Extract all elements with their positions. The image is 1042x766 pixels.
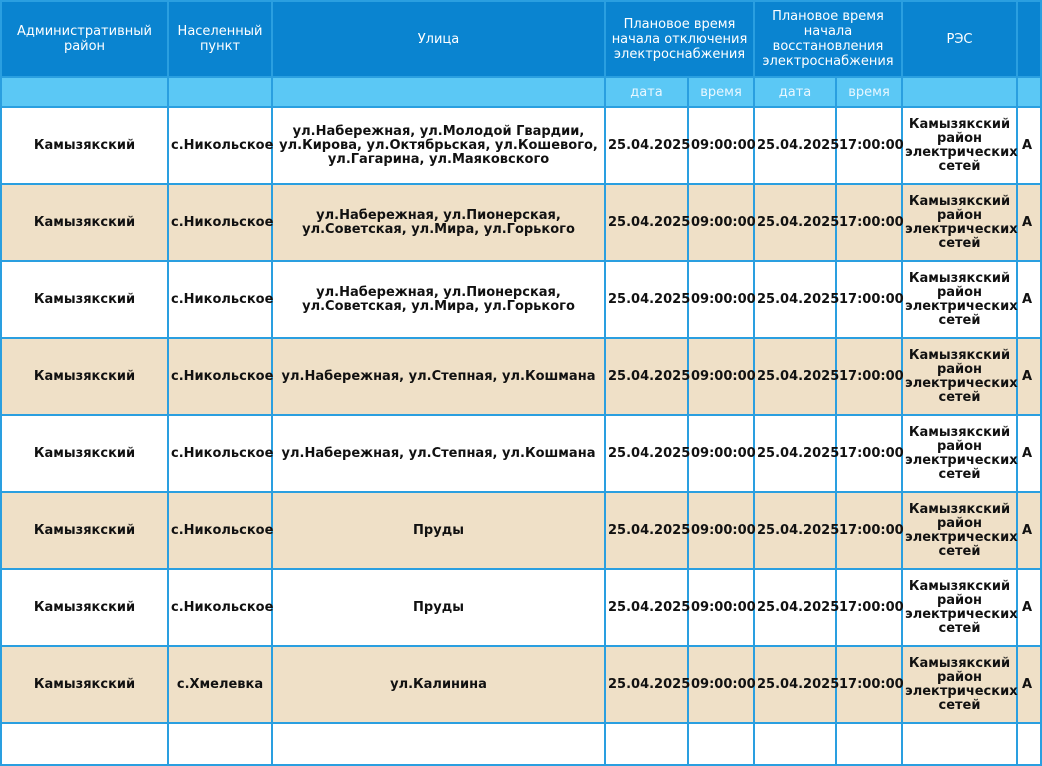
cell-res: Камызякский район электрических сетей	[902, 569, 1017, 646]
cell-off-time: 09:00:00	[688, 338, 754, 415]
sub-header-empty	[272, 77, 605, 107]
cell-street: ул.Набережная, ул.Молодой Гвардии, ул.Кирова, ул.Октябрьская, ул.Кошевого, ул.Гагарина, ул.Маяковского	[272, 107, 605, 184]
header-res: РЭС	[902, 1, 1017, 77]
cell-res: Камызякский район электрических сетей	[902, 492, 1017, 569]
table-row	[1, 646, 1041, 723]
cell-extra: А	[1017, 107, 1041, 184]
cell-empty	[272, 723, 605, 765]
cell-restore-date: 25.04.2025	[754, 646, 836, 723]
cell-off-date: 25.04.2025	[605, 492, 688, 569]
cell-res: Камызякский район электрических сетей	[902, 261, 1017, 338]
cell-restore-time: 17:00:00	[836, 646, 902, 723]
cell-district: Камызякский	[1, 107, 168, 184]
table-row	[1, 723, 1041, 765]
table-body	[1, 107, 1041, 765]
cell-off-date: 25.04.2025	[605, 184, 688, 261]
cell-off-time: 09:00:00	[688, 261, 754, 338]
cell-settlement: с.Никольское	[168, 492, 272, 569]
sub-header-empty	[168, 77, 272, 107]
cell-empty	[902, 723, 1017, 765]
cell-restore-date: 25.04.2025	[754, 415, 836, 492]
cell-off-time: 09:00:00	[688, 646, 754, 723]
cell-restore-date: 25.04.2025	[754, 492, 836, 569]
cell-off-time: 09:00:00	[688, 415, 754, 492]
cell-off-date: 25.04.2025	[605, 646, 688, 723]
cell-off-time: 09:00:00	[688, 569, 754, 646]
table-row	[1, 415, 1041, 492]
table-row	[1, 569, 1041, 646]
cell-off-date: 25.04.2025	[605, 261, 688, 338]
cell-extra: А	[1017, 415, 1041, 492]
cell-restore-time: 17:00:00	[836, 569, 902, 646]
cell-empty	[168, 723, 272, 765]
cell-district: Камызякский	[1, 646, 168, 723]
cell-street: ул.Набережная, ул.Пионерская, ул.Советская, ул.Мира, ул.Горького	[272, 261, 605, 338]
header-restore-time: Плановое время начала восстановления электроснабжения	[754, 1, 902, 77]
cell-restore-time: 17:00:00	[836, 492, 902, 569]
cell-district: Камызякский	[1, 261, 168, 338]
cell-extra: А	[1017, 569, 1041, 646]
cell-restore-date: 25.04.2025	[754, 261, 836, 338]
header-street: Улица	[272, 1, 605, 77]
cell-district: Камызякский	[1, 338, 168, 415]
cell-district: Камызякский	[1, 415, 168, 492]
cell-street: ул.Набережная, ул.Степная, ул.Кошмана	[272, 338, 605, 415]
sub-header-row	[1, 77, 1041, 107]
cell-empty	[605, 723, 688, 765]
sub-header-empty	[902, 77, 1017, 107]
cell-street: ул.Калинина	[272, 646, 605, 723]
cell-district: Камызякский	[1, 492, 168, 569]
cell-empty	[754, 723, 836, 765]
cell-settlement: с.Никольское	[168, 569, 272, 646]
cell-restore-time: 17:00:00	[836, 261, 902, 338]
sub-header-empty	[1017, 77, 1041, 107]
cell-restore-date: 25.04.2025	[754, 184, 836, 261]
cell-off-time: 09:00:00	[688, 107, 754, 184]
cell-off-date: 25.04.2025	[605, 107, 688, 184]
cell-restore-time: 17:00:00	[836, 415, 902, 492]
cell-extra: А	[1017, 184, 1041, 261]
cell-street: Пруды	[272, 492, 605, 569]
cell-settlement: с.Никольское	[168, 338, 272, 415]
cell-res: Камызякский район электрических сетей	[902, 338, 1017, 415]
header-off-time: Плановое время начала отключения электроснабжения	[605, 1, 754, 77]
cell-extra: А	[1017, 338, 1041, 415]
cell-extra: А	[1017, 261, 1041, 338]
cell-settlement: с.Никольское	[168, 107, 272, 184]
cell-off-time: 09:00:00	[688, 184, 754, 261]
cell-empty	[836, 723, 902, 765]
cell-res: Камызякский район электрических сетей	[902, 184, 1017, 261]
header-settlement: Населенный пункт	[168, 1, 272, 77]
sub-header-restore-date: дата	[754, 77, 836, 107]
table-row	[1, 338, 1041, 415]
cell-restore-time: 17:00:00	[836, 338, 902, 415]
cell-restore-time: 17:00:00	[836, 184, 902, 261]
cell-restore-date: 25.04.2025	[754, 107, 836, 184]
cell-settlement: с.Никольское	[168, 415, 272, 492]
cell-settlement: с.Хмелевка	[168, 646, 272, 723]
cell-street: Пруды	[272, 569, 605, 646]
cell-off-date: 25.04.2025	[605, 569, 688, 646]
cell-settlement: с.Никольское	[168, 261, 272, 338]
cell-off-time: 09:00:00	[688, 492, 754, 569]
sub-header-off-time: время	[688, 77, 754, 107]
sub-header-empty	[1, 77, 168, 107]
cell-extra: А	[1017, 492, 1041, 569]
cell-empty	[688, 723, 754, 765]
header-extra	[1017, 1, 1041, 77]
cell-empty	[1, 723, 168, 765]
cell-district: Камызякский	[1, 184, 168, 261]
table-row	[1, 492, 1041, 569]
header-row	[1, 1, 1041, 77]
cell-res: Камызякский район электрических сетей	[902, 415, 1017, 492]
table-row	[1, 261, 1041, 338]
cell-restore-date: 25.04.2025	[754, 569, 836, 646]
cell-off-date: 25.04.2025	[605, 415, 688, 492]
table-row	[1, 107, 1041, 184]
cell-district: Камызякский	[1, 569, 168, 646]
cell-street: ул.Набережная, ул.Степная, ул.Кошмана	[272, 415, 605, 492]
cell-settlement: с.Никольское	[168, 184, 272, 261]
sub-header-restore-time: время	[836, 77, 902, 107]
cell-extra: А	[1017, 646, 1041, 723]
header-district: Административный район	[1, 1, 168, 77]
cell-street: ул.Набережная, ул.Пионерская, ул.Советская, ул.Мира, ул.Горького	[272, 184, 605, 261]
table-header	[1, 1, 1041, 107]
table-row	[1, 184, 1041, 261]
cell-res: Камызякский район электрических сетей	[902, 646, 1017, 723]
sub-header-off-date: дата	[605, 77, 688, 107]
cell-res: Камызякский район электрических сетей	[902, 107, 1017, 184]
cell-restore-date: 25.04.2025	[754, 338, 836, 415]
cell-empty	[1017, 723, 1041, 765]
cell-restore-time: 17:00:00	[836, 107, 902, 184]
cell-off-date: 25.04.2025	[605, 338, 688, 415]
